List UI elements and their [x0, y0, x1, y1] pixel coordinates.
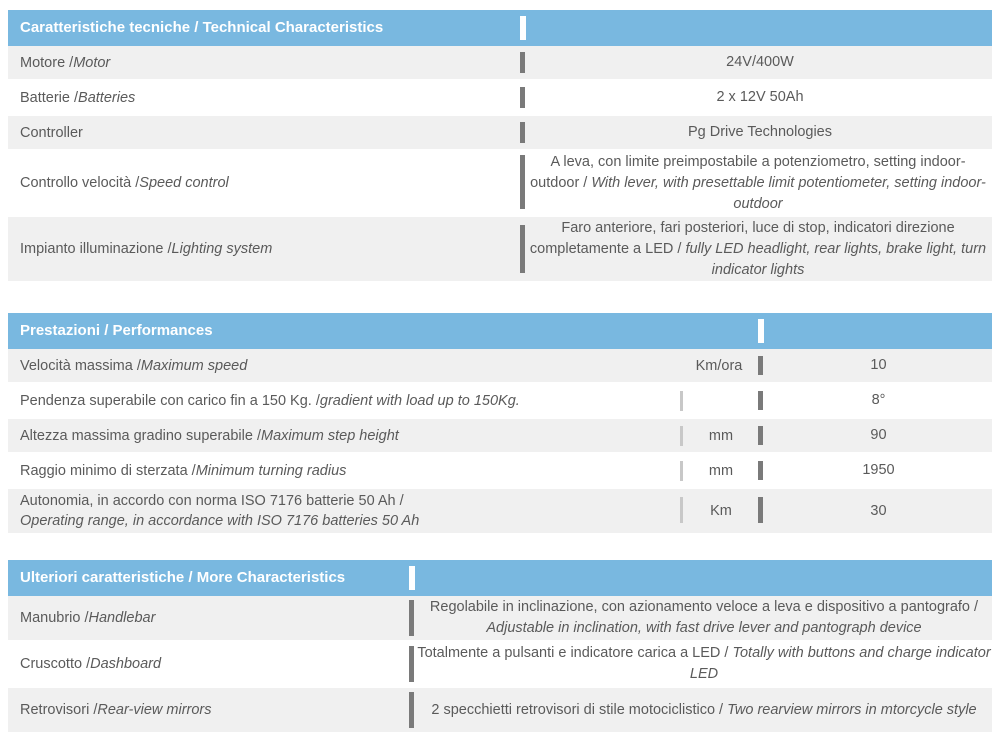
column-separator [758, 356, 763, 375]
row-unit: mm [708, 462, 734, 479]
table-row [8, 419, 992, 454]
table-row [8, 217, 992, 283]
header-separator [758, 319, 764, 343]
row-unit: Km [710, 503, 732, 519]
column-separator [409, 692, 414, 728]
more-characteristics-table [8, 560, 992, 734]
header-separator [520, 16, 526, 40]
row-value: 30 [870, 502, 887, 519]
row-value: 8° [871, 392, 886, 408]
column-separator [409, 646, 414, 682]
table-row [8, 688, 992, 734]
row-value: 1950 [862, 462, 895, 478]
more-characteristics-header [8, 560, 992, 596]
section-title: Caratteristiche tecniche / Technical Characteristics [20, 19, 384, 36]
row-label: Velocità massima / Maximum speed [20, 357, 248, 374]
column-separator [758, 497, 763, 523]
table-row [8, 384, 992, 419]
column-separator [409, 600, 414, 636]
row-value: 90 [870, 427, 887, 443]
table-row [8, 454, 992, 489]
row-value: Faro anteriore, fari posteriori, luce di stop, indicatori direzione completamente a LED / fully LED headlight, rear lights, brake light, turn indicator lights [529, 219, 987, 278]
row-label: Pendenza superabile con carico fin a 150 Kg. / gradient with load up to 150Kg. [20, 392, 520, 409]
performances-header [8, 313, 992, 349]
table-row [8, 596, 992, 642]
row-label: Raggio minimo di sterzata / Minimum turning radius [20, 462, 347, 479]
table-row [8, 151, 992, 217]
section-title: Ulteriori caratteristiche / More Characteristics [20, 569, 346, 586]
unit-separator [680, 497, 683, 523]
unit-separator [680, 391, 683, 411]
table-row [8, 81, 992, 116]
technical-characteristics-header [8, 10, 992, 46]
table-row [8, 489, 992, 535]
table-row [8, 642, 992, 688]
row-value: Regolabile in inclinazione, con azionamento veloce a leva e dispositivo a pantografo / Adjustable in inclination, with fast drive lever and pantograph device [429, 599, 979, 636]
column-separator [520, 87, 525, 108]
row-unit [684, 384, 758, 417]
row-label: Controller [20, 124, 83, 141]
row-value: Totalmente a pulsanti e indicatore carica a LED / Totally with buttons and charge indicator LED [417, 645, 991, 682]
unit-separator [680, 461, 683, 481]
row-value: Pg Drive Technologies [687, 124, 832, 140]
row-label: Impianto illuminazione / Lighting system [20, 241, 273, 257]
row-label: Batterie / Batteries [20, 89, 136, 106]
performances-table [8, 313, 992, 535]
column-separator [520, 52, 525, 73]
row-label: Altezza massima gradino superabile / Maximum step height [20, 427, 399, 444]
row-label: Retrovisori / Rear-view mirrors [20, 702, 212, 718]
row-value: 2 specchietti retrovisori di stile motociclistico / Two rearview mirrors in mtorcycle style [431, 701, 977, 718]
section-title: Prestazioni / Performances [20, 322, 213, 339]
column-separator [520, 122, 525, 143]
row-unit: Km/ora [695, 357, 743, 374]
row-unit: mm [708, 427, 734, 444]
row-value: A leva, con limite preimpostabile a potenziometro, setting indoor-outdoor / With lever, with presettable limit potentiometer, setting indoor-outdoor [530, 153, 986, 212]
header-separator [409, 566, 415, 590]
table-row [8, 46, 992, 81]
row-label: Controllo velocità / Speed control [20, 175, 229, 191]
row-label: Cruscotto / Dashboard [20, 656, 162, 672]
column-separator [520, 155, 525, 209]
row-label: Autonomia, in accordo con norma ISO 7176 batterie 50 Ah / Operating range, in accordance with ISO 7176 batteries 50 Ah [20, 493, 420, 529]
row-label: Manubrio / Handlebar [20, 610, 156, 626]
technical-characteristics-table [8, 10, 992, 283]
row-value: 24V/400W [726, 54, 794, 70]
unit-separator [680, 426, 683, 446]
row-label: Motore / Motor [20, 54, 111, 71]
row-value: 10 [870, 357, 887, 373]
column-separator [758, 391, 763, 410]
table-row [8, 116, 992, 151]
row-value: 2 x 12V 50Ah [716, 89, 804, 105]
table-row [8, 349, 992, 384]
column-separator [758, 426, 763, 445]
column-separator [758, 461, 763, 480]
